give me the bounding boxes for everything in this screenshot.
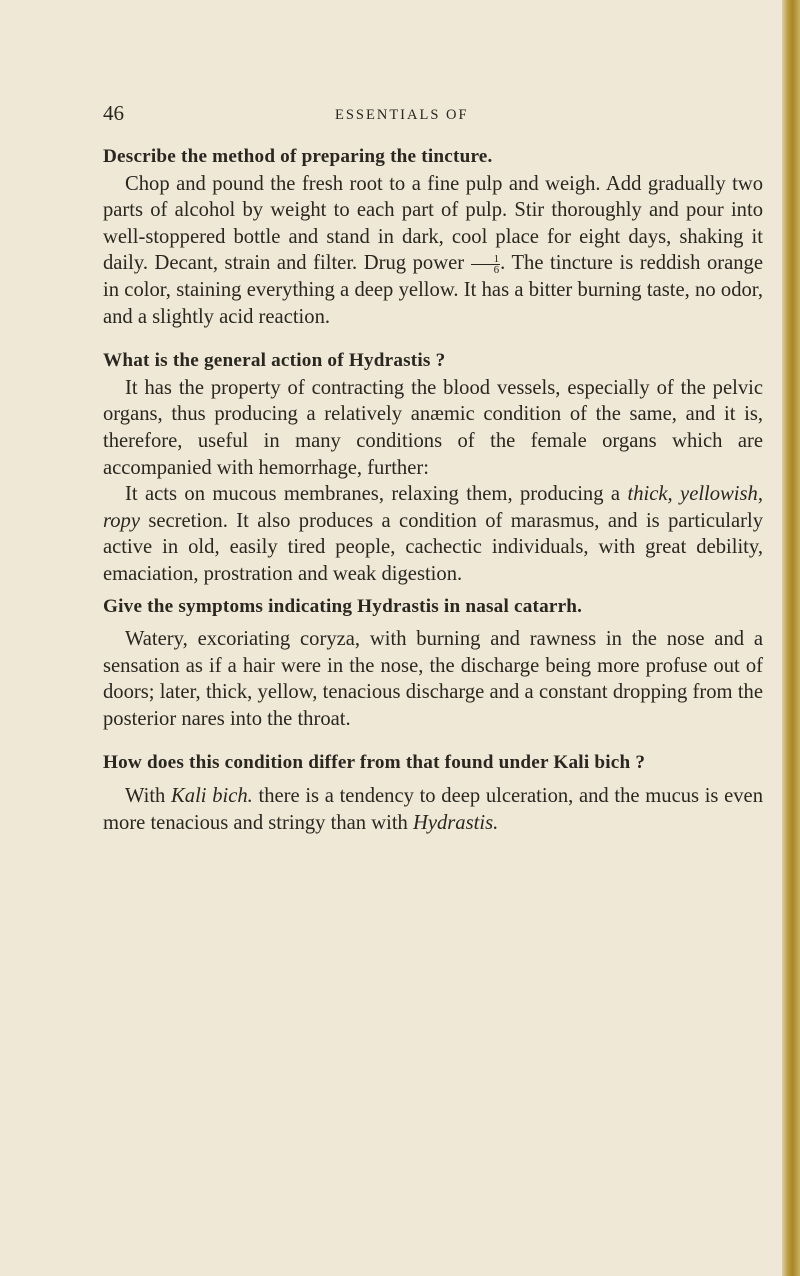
answer-nasal-catarrh: Watery, excoriating coryza, with burning and rawness in the nose and a sensation as if a hair were in the nose, the discharge being more profuse out of doors; later, thick, yellow, tenacious discharge and a constant dropping from the posterior nares into the throat. [103,628,763,730]
question-general-action: What is the general action of Hydrastis ? [103,350,446,372]
fraction: $\frac{1}{6}$ [471,254,501,275]
answer-general-action-1: It has the property of contracting the blood vessels, especially of the pelvic organs, thus producing a relatively anæmic condition of the same, and it is, therefore, useful in many conditions of the female organs which are accompanied with hemorrhage, further: [103,376,763,479]
running-head: ESSENTIALS OF [335,107,469,123]
answer-kali-bich: With Kali bich. there is a tendency to deep ulceration, and the mucus is even more tenacious and stringy than with Hydrastis. [103,785,763,834]
page-header [103,100,763,136]
question-nasal-catarrh: Give the symptoms indicating Hydrastis in nasal catarrh. [103,595,583,617]
page-text [103,100,763,836]
page-number: 46 [103,101,124,125]
page-edge [782,0,800,1276]
answer-general-action-2: It acts on mucous membranes, relaxing them, producing a thick, yellowish, ropy secretion. It also produces a condition of marasmus, and is particularly active in old, easily tired people, cachectic individuals, with great debility, emaciation, prostration and weak digestion. [103,483,763,585]
answer-tincture: Chop and pound the fresh root to a fine pulp and weigh. Add gradually two parts of alcohol by weight to each part of pulp. Stir thoroughly and pour into well-stoppered bottle and stand in dark, cool place for eight days, shaking it daily. Decant, strain and filter. Drug power $\frac{1}{6}$ . The tincture is reddish orange in color, staining everything a deep yellow. It has a bitter burning taste, no odor, and a slightly acid reaction. [103,172,763,328]
question-kali-bich: How does this condition differ from that found under Kali bich ? [103,752,646,774]
question-tincture: Describe the method of preparing the tincture. [103,146,493,167]
